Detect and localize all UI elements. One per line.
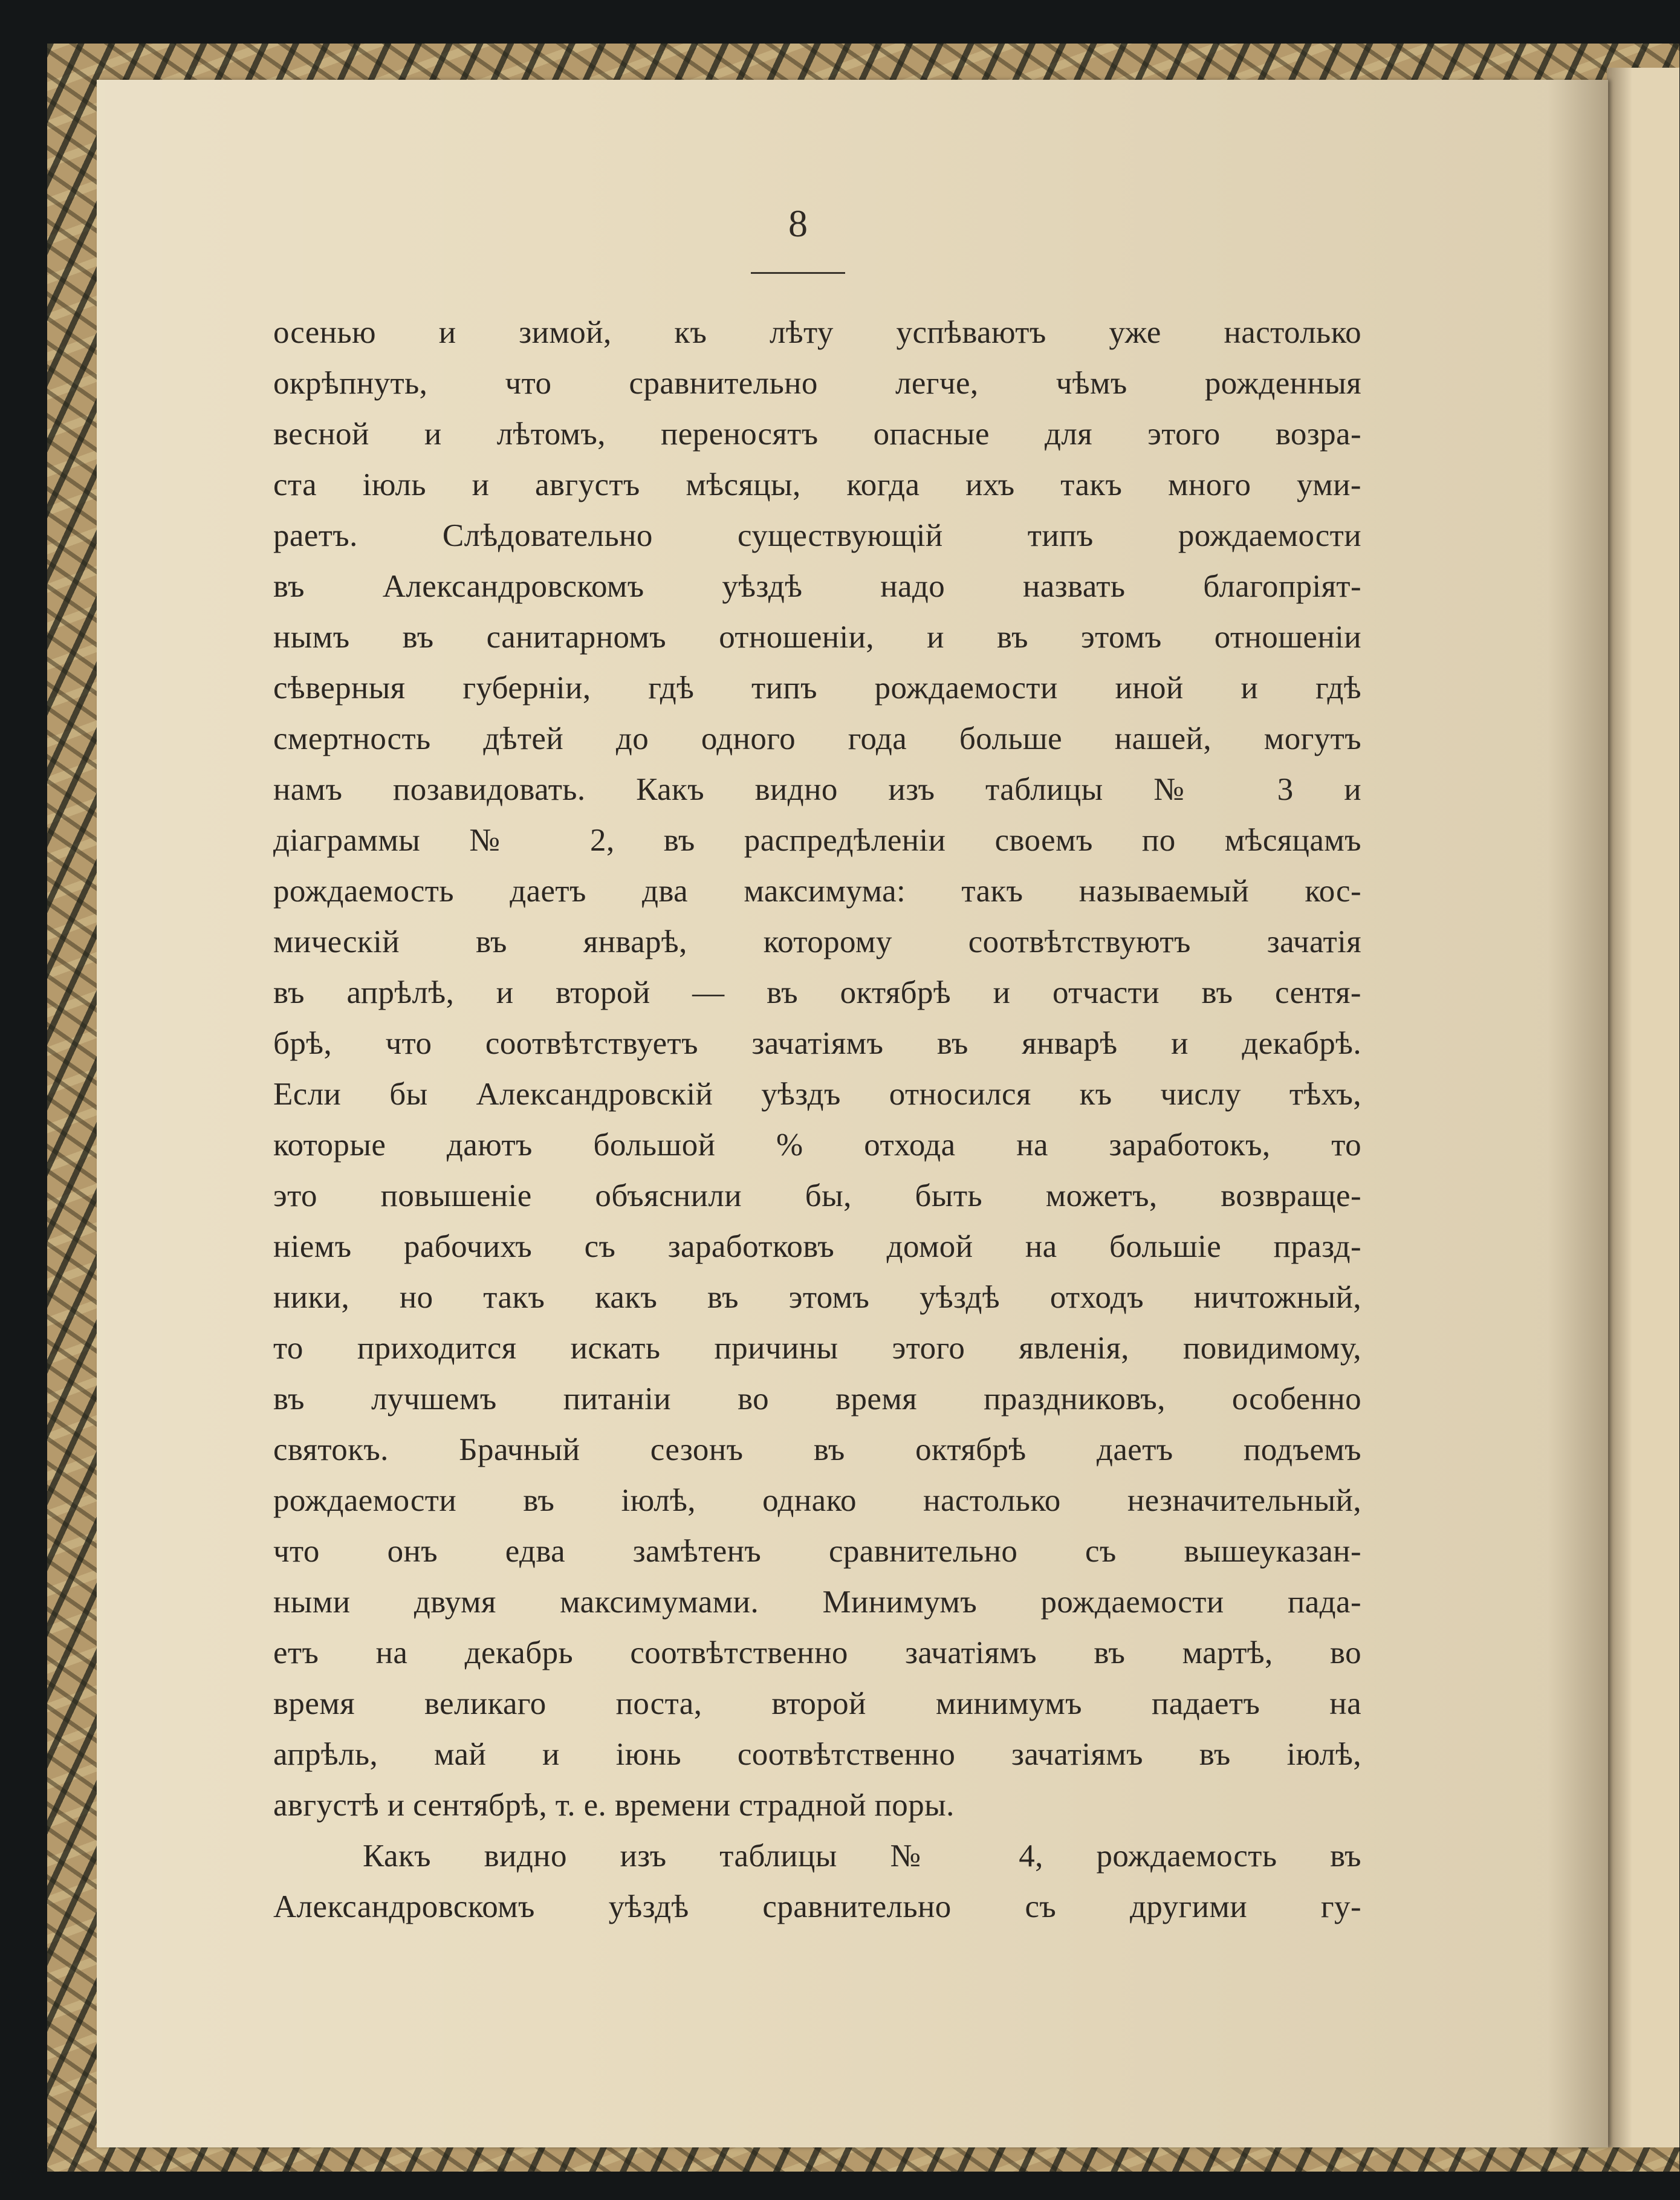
text-line: діаграммы № 2, въ распредѣленіи своемъ по мѣсяцамъ	[273, 823, 1361, 858]
text-line: окрѣпнуть, что сравнительно легче, чѣмъ рожденныя	[273, 366, 1361, 401]
text-line: ники, но такъ какъ въ этомъ уѣздѣ отходъ ничтожный,	[273, 1280, 1361, 1315]
text-line: что онъ едва замѣтенъ сравнительно съ вышеуказан-	[273, 1534, 1361, 1569]
text-line: въ Александровскомъ уѣздѣ надо назвать благопріят-	[273, 569, 1361, 604]
text-line: ными двумя максимумами. Минимумъ рождаемости пада-	[273, 1585, 1361, 1620]
text-line: святокъ. Брачный сезонъ въ октябрѣ даетъ подъемъ	[273, 1432, 1361, 1467]
text-line: намъ позавидовать. Какъ видно изъ таблицы № 3 и	[273, 772, 1361, 807]
text-line: осенью и зимой, къ лѣту успѣваютъ уже настолько	[273, 315, 1361, 350]
text-line: смертность дѣтей до одного года больше нашей, могутъ	[273, 721, 1361, 756]
text-line: мическій въ январѣ, которому соотвѣтствуютъ зачатія	[273, 924, 1361, 959]
text-line: раетъ. Слѣдовательно существующій типъ рождаемости	[273, 518, 1361, 553]
paragraph-start-line: Какъ видно изъ таблицы № 4, рождаемость въ	[363, 1838, 1361, 1874]
text-line: сѣверныя губерніи, гдѣ типъ рождаемости иной и гдѣ	[273, 670, 1361, 706]
text-line: ста іюль и августъ мѣсяцы, когда ихъ такъ много уми-	[273, 467, 1361, 502]
text-line: Александровскомъ уѣздѣ сравнительно съ другими гу-	[273, 1889, 1361, 1924]
text-line: нымъ въ санитарномъ отношеніи, и въ этомъ отношеніи	[273, 620, 1361, 655]
text-line: въ лучшемъ питаніи во время праздниковъ, особенно	[273, 1381, 1361, 1416]
page-number: 8	[788, 202, 808, 245]
facing-page-edge	[1607, 68, 1679, 2147]
text-line: въ апрѣлѣ, и второй — въ октябрѣ и отчасти въ сентя-	[273, 975, 1361, 1010]
text-line: время великаго поста, второй минимумъ падаетъ на	[273, 1686, 1361, 1721]
text-line: рождаемости въ іюлѣ, однако настолько незначительный,	[273, 1483, 1361, 1518]
text-line: то приходится искать причины этого явленія, повидимому,	[273, 1331, 1361, 1366]
text-line: етъ на декабрь соотвѣтственно зачатіямъ въ мартѣ, во	[273, 1635, 1361, 1670]
text-line: брѣ, что соотвѣтствуетъ зачатіямъ въ январѣ и декабрѣ.	[273, 1026, 1361, 1061]
text-line: это повышеніе объяснили бы, быть можетъ, возвраще-	[273, 1178, 1361, 1213]
page-body	[273, 307, 1361, 1932]
page-header	[707, 175, 889, 278]
text-line: которые даютъ большой % отхода на заработокъ, то	[273, 1128, 1361, 1163]
text-line: Если бы Александровскій уѣздъ относился къ числу тѣхъ,	[273, 1077, 1361, 1112]
text-line: апрѣль, май и іюнь соотвѣтственно зачатіямъ въ іюлѣ,	[273, 1737, 1361, 1772]
header-rule	[751, 272, 845, 274]
text-line: весной и лѣтомъ, переносятъ опасные для этого возра-	[273, 417, 1361, 452]
text-line: ніемъ рабочихъ съ заработковъ домой на большіе празд-	[273, 1229, 1361, 1264]
paragraph-end-line: августѣ и сентябрѣ, т. е. времени страдной поры.	[273, 1788, 955, 1823]
text-line: рождаемость даетъ два максимума: такъ называемый кос-	[273, 874, 1361, 909]
